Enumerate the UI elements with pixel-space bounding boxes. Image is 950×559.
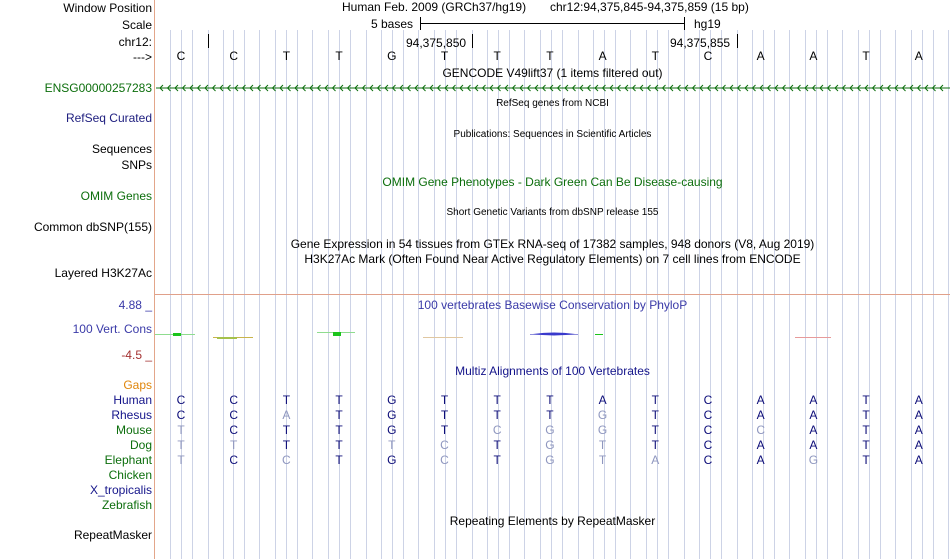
- alignment-base: G: [597, 408, 608, 422]
- ruler-tick-1: [472, 34, 473, 48]
- alignment-base: T: [546, 393, 554, 407]
- alignment-base: A: [598, 393, 607, 407]
- reference-base: T: [282, 49, 291, 63]
- alignment-base: T: [598, 438, 607, 452]
- alignment-base: T: [177, 423, 185, 437]
- reference-base: A: [756, 49, 765, 63]
- alignment-base: A: [756, 453, 765, 467]
- alignment-base: A: [914, 408, 923, 422]
- alignment-base: T: [335, 423, 343, 437]
- alignment-base: T: [862, 453, 870, 467]
- sequences-label[interactable]: Sequences: [91, 142, 152, 156]
- reference-base: C: [229, 49, 239, 63]
- species-label[interactable]: X_tropicalis: [89, 483, 152, 497]
- alignment-base: T: [335, 438, 343, 452]
- alignment-base: T: [230, 438, 238, 452]
- reference-base: A: [598, 49, 607, 63]
- ruler-tick-start: [208, 34, 209, 48]
- species-label[interactable]: Mouse: [115, 423, 152, 437]
- alignment-base: G: [808, 453, 819, 467]
- alignment-base: T: [598, 453, 607, 467]
- alignment-base: A: [914, 393, 923, 407]
- scale-bar-right-tick: [684, 17, 685, 30]
- alignment-base: A: [282, 408, 291, 422]
- alignment-base: G: [387, 453, 397, 467]
- alignment-base: C: [229, 423, 239, 437]
- common-dbsnp-label[interactable]: Common dbSNP(155): [33, 220, 152, 234]
- refseq-track-title[interactable]: RefSeq genes from NCBI: [496, 98, 609, 109]
- alignment-base: C: [703, 423, 713, 437]
- omim-genes-label[interactable]: OMIM Genes: [80, 189, 152, 203]
- layered-h3k27ac-label[interactable]: Layered H3K27Ac: [54, 266, 152, 280]
- snps-label[interactable]: SNPs: [121, 158, 152, 172]
- alignment-base: C: [492, 423, 502, 437]
- h3k27ac-track-title[interactable]: H3K27Ac Mark (Often Found Near Active Regulatory Elements) on 7 cell lines from ENCODE: [304, 252, 801, 266]
- alignment-base: T: [493, 453, 501, 467]
- scale-label[interactable]: Scale: [121, 18, 152, 32]
- alignment-base: T: [335, 393, 343, 407]
- alignment-base: A: [914, 453, 923, 467]
- alignment-base: T: [282, 438, 291, 452]
- species-label[interactable]: Zebrafish: [101, 498, 152, 512]
- alignment-base: G: [387, 423, 397, 437]
- species-label[interactable]: Dog: [129, 438, 152, 452]
- alignment-base: C: [229, 408, 239, 422]
- alignment-base: T: [862, 438, 870, 452]
- alignment-base: A: [914, 438, 923, 452]
- repeatmasker-track-title[interactable]: Repeating Elements by RepeatMasker: [449, 514, 656, 528]
- reference-base: T: [493, 49, 501, 63]
- position-range: chr12:94,375,845-94,375,859 (15 bp): [550, 0, 749, 14]
- alignment-base: T: [862, 393, 870, 407]
- alignment-base: T: [282, 393, 291, 407]
- alignment-base: T: [651, 423, 659, 437]
- cons-min-label: -4.5 _: [121, 348, 152, 362]
- alignment-base: T: [651, 393, 659, 407]
- alignment-base: A: [651, 453, 660, 467]
- reference-base: T: [440, 49, 449, 63]
- alignment-base: A: [809, 393, 818, 407]
- multiz-track-title[interactable]: Multiz Alignments of 100 Vertebrates: [455, 364, 650, 378]
- assembly-short: hg19: [694, 17, 721, 31]
- alignment-base: T: [440, 408, 449, 422]
- reference-base: T: [546, 49, 554, 63]
- alignment-base: T: [862, 423, 870, 437]
- repeatmasker-label[interactable]: RepeatMasker: [73, 528, 152, 542]
- alignment-base: T: [651, 438, 659, 452]
- gaps-label[interactable]: Gaps: [123, 378, 152, 392]
- alignment-base: A: [809, 423, 818, 437]
- alignment-base: T: [282, 423, 291, 437]
- coord-label-1: 94,375,850: [406, 36, 467, 50]
- alignment-base: T: [335, 453, 343, 467]
- species-label[interactable]: Elephant: [104, 453, 152, 467]
- gencode-track-title[interactable]: GENCODE V49lift37 (1 items filtered out): [442, 66, 663, 80]
- alignment-base: C: [176, 408, 186, 422]
- alignment-base: T: [440, 393, 449, 407]
- track-separator: [155, 294, 950, 295]
- species-label[interactable]: Rhesus: [111, 408, 152, 422]
- alignment-base: C: [440, 453, 449, 467]
- strand-arrow-label[interactable]: --->: [133, 50, 152, 64]
- refseq-curated-label[interactable]: RefSeq Curated: [65, 111, 152, 125]
- alignment-base: T: [335, 408, 343, 422]
- alignment-base: A: [756, 408, 765, 422]
- alignment-base: C: [703, 408, 713, 422]
- species-label[interactable]: Chicken: [108, 468, 152, 482]
- alignment-base: T: [546, 408, 554, 422]
- alignment-base: C: [440, 438, 449, 452]
- alignment-base: A: [809, 438, 818, 452]
- phylop-track-title[interactable]: 100 vertebrates Basewise Conservation by PhyloP: [417, 298, 688, 312]
- publications-track-title[interactable]: Publications: Sequences in Scientific Articles: [453, 129, 652, 140]
- alignment-base: T: [493, 408, 501, 422]
- alignment-base: G: [545, 438, 555, 452]
- reference-base: G: [387, 49, 397, 63]
- alignment-base: T: [651, 408, 659, 422]
- gene-id-label[interactable]: ENSG00000257283: [44, 81, 152, 95]
- reference-base: A: [914, 49, 923, 63]
- gtex-track-title[interactable]: Gene Expression in 54 tissues from GTEx RNA-seq of 17382 samples, 948 donors (V8, Aug 2019): [290, 237, 815, 251]
- chrom-label[interactable]: chr12:: [118, 35, 152, 49]
- alignment-base: T: [177, 438, 185, 452]
- alignment-base: C: [703, 453, 713, 467]
- alignment-base: T: [862, 408, 870, 422]
- scale-text: 5 bases: [371, 17, 414, 31]
- coord-label-2: 94,375,855: [670, 36, 731, 50]
- reference-base: T: [862, 49, 870, 63]
- scale-bar: [420, 23, 684, 24]
- vert-cons-label[interactable]: 100 Vert. Cons: [72, 322, 152, 336]
- dbsnp-track-title[interactable]: Short Genetic Variants from dbSNP release 155: [446, 207, 659, 218]
- left-margin-divider: [154, 0, 155, 559]
- alignment-base: T: [177, 453, 185, 467]
- reference-base: C: [176, 49, 186, 63]
- alignment-base: C: [703, 393, 713, 407]
- alignment-base: T: [493, 438, 501, 452]
- alignment-base: A: [756, 393, 765, 407]
- alignment-base: T: [388, 438, 396, 452]
- alignment-base: G: [597, 423, 608, 437]
- reference-base: T: [335, 49, 343, 63]
- alignment-base: T: [493, 393, 501, 407]
- gene-model-line[interactable]: [156, 82, 950, 94]
- alignment-base: C: [756, 423, 766, 437]
- reference-base: T: [651, 49, 659, 63]
- alignment-base: G: [545, 453, 555, 467]
- reference-base: A: [809, 49, 818, 63]
- alignment-base: C: [229, 453, 239, 467]
- scale-bar-left-tick: [420, 17, 421, 30]
- reference-base: C: [703, 49, 713, 63]
- alignment-base: G: [387, 393, 397, 407]
- alignment-base: G: [387, 408, 397, 422]
- assembly-title: Human Feb. 2009 (GRCh37/hg19): [342, 0, 527, 14]
- alignment-base: C: [229, 393, 239, 407]
- species-label[interactable]: Human: [113, 393, 152, 407]
- alignment-base: A: [756, 438, 765, 452]
- omim-track-title[interactable]: OMIM Gene Phenotypes - Dark Green Can Be Disease-causing: [382, 175, 723, 189]
- alignment-base: A: [809, 408, 818, 422]
- alignment-base: G: [545, 423, 555, 437]
- alignment-base: C: [282, 453, 291, 467]
- alignment-base: C: [703, 438, 713, 452]
- window-position-label[interactable]: Window Position: [63, 1, 152, 15]
- cons-max-label: 4.88 _: [118, 298, 152, 312]
- alignment-base: C: [176, 393, 186, 407]
- alignment-base: T: [440, 423, 449, 437]
- phylop-wiggle[interactable]: [155, 328, 950, 344]
- alignment-base: A: [914, 423, 923, 437]
- ruler-tick-2: [737, 34, 738, 48]
